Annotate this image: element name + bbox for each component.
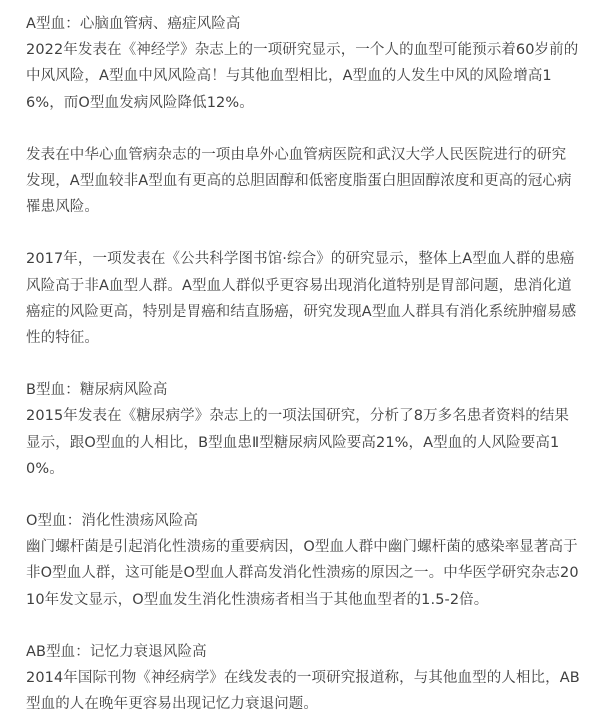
- paragraph-gap: [26, 116, 580, 142]
- section-b-block: [26, 377, 580, 482]
- section-o-block: [26, 508, 580, 613]
- section-a-paragraph-3: 2017年，一项发表在《公共科学图书馆·综合》的研究显示，整体上A型血人群的患癌风险高于非A血型人群。A型血人群似乎更容易出现消化道特别是胃部问题，患消化道癌症的风险更高，特别是胃癌和结直肠癌，研究发现A型血人群具有消化系统肿瘤易感性的特征。: [26, 251, 577, 347]
- section-o-paragraph-1: 幽门螺杆菌是引起消化性溃疡的重要病因，O型血人群中幽门螺杆菌的感染率显著高于非O型血人群，这可能是O型血人群高发消化性溃疡的原因之一。中华医学研究杂志2010年发文显示，O型血发生消化性溃疡者相当于其他血型者的1.5-2倍。: [26, 539, 579, 608]
- paragraph-gap: [26, 482, 580, 508]
- paragraph-gap: [26, 220, 580, 246]
- section-a-heading: A型血：心脑血管病、癌症风险高: [26, 16, 241, 32]
- section-a-paragraph-2: 发表在中华心血管病杂志的一项由阜外心血管病医院和武汉大学人民医院进行的研究发现，A型血较非A型血有更高的总胆固醇和低密度脂蛋白胆固醇浓度和更高的冠心病罹患风险。: [26, 146, 572, 216]
- section-b-heading: B型血：糖尿病风险高: [26, 382, 168, 399]
- paragraph-gap: [26, 351, 580, 377]
- section-b-paragraph-1: 2015年发表在《糖尿病学》杂志上的一项法国研究，分析了8万多名患者资料的结果显示，跟O型血的人相比，B型血患Ⅱ型糖尿病风险要高21%，A型血的人风险要高10%。: [26, 408, 570, 477]
- section-ab-heading: AB型血：记忆力衰退风险高: [26, 643, 207, 660]
- section-o-heading: O型血：消化性溃疡风险高: [26, 513, 199, 530]
- section-a-block: [26, 11, 580, 116]
- section-ab-paragraph-1: 2014年国际刊物《神经病学》在线发表的一项研究报道称，与其他血型的人相比，AB型血的人在晚年更容易出现记忆力衰退问题。: [26, 670, 580, 713]
- paragraph-gap: [26, 613, 580, 639]
- section-a-paragraph-1: 2022年发表在《神经学》杂志上的一项研究显示，一个人的血型可能预示着60岁前的中风风险，A型血中风风险高！与其他血型相比，A型血的人发生中风的风险增高16%，而O型血发病风险降低12%。: [26, 42, 579, 111]
- section-ab-block: [26, 639, 580, 717]
